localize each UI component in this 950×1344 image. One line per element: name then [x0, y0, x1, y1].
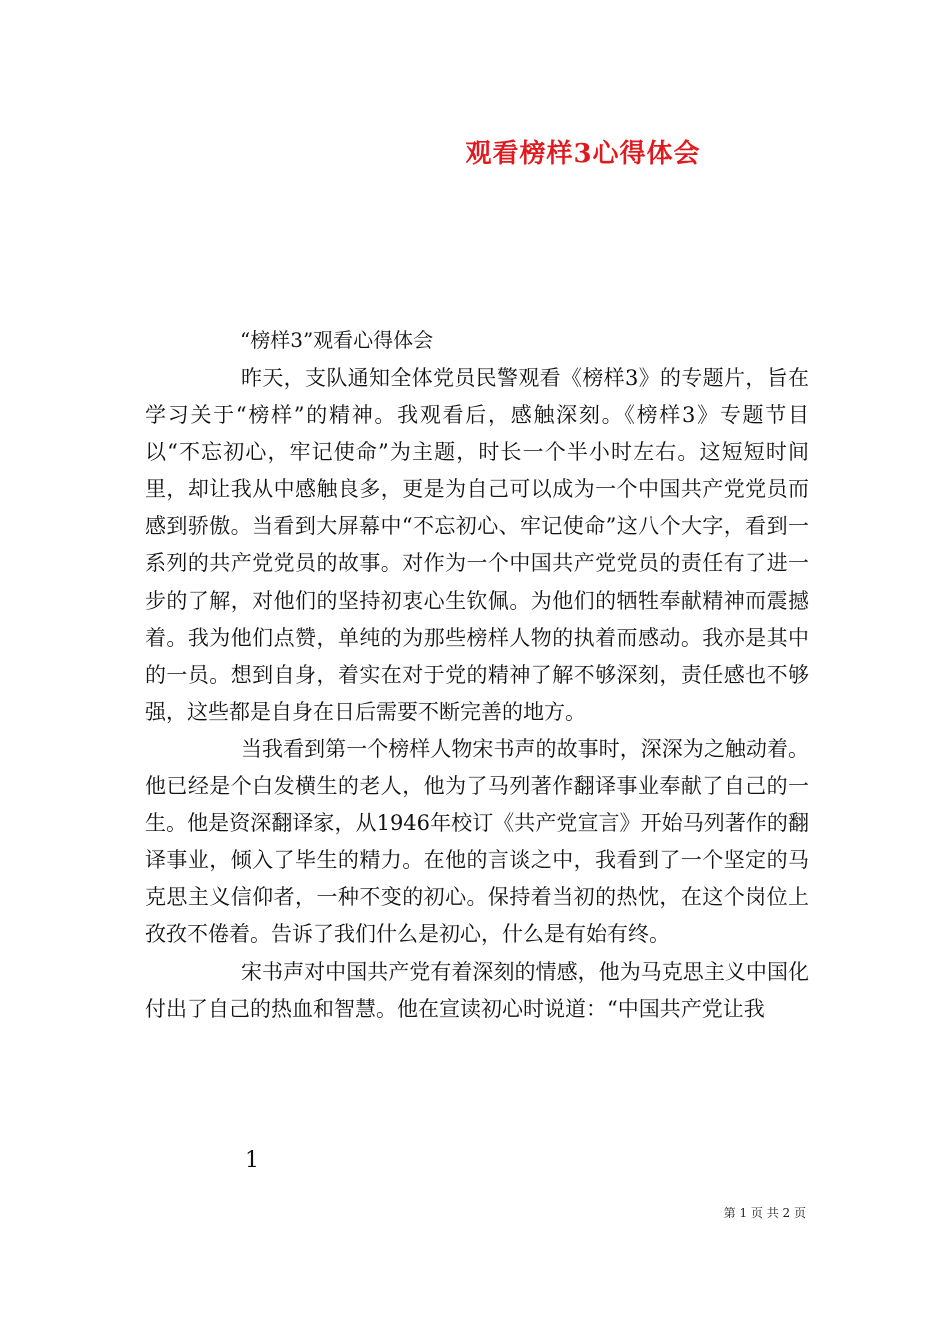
document-title: 观看榜样3心得体会	[465, 139, 701, 169]
document-subtitle: “榜样3”观看心得体会	[240, 328, 434, 352]
paragraph-3: 宋书声对中国共产党有着深刻的情感，他为马克思主义中国化付出了自己的热血和智慧。他在宣读初心时说道：“中国共产党让我	[145, 959, 809, 1021]
paragraph-2: 当我看到第一个榜样人物宋书声的故事时，深深为之触动着。他已经是个白发横生的老人，他为了马列著作翻译事业奉献了自己的一生。他是资深翻译家，从1946年校订《共产党宣言》开始马列著作的翻译事业，倾入了毕生的精力。在他的言谈之中，我看到了一个坚定的马克思主义信仰者，一种不变的初心。保持着当初的热忱，在这个岗位上孜孜不倦着。告诉了我们什么是初心，什么是有始有终。	[145, 736, 809, 947]
document-body	[145, 360, 809, 1028]
paragraph-1: 昨天，支队通知全体党员民警观看《榜样3》的专题片，旨在学习关于“榜样”的精神。我观看后，感触深刻。《榜样3》专题节目以“不忘初心，牢记使命”为主题，时长一个半小时左右。这短短时间里，却让我从中感触良多，更是为自己可以成为一个中国共产党党员而感到骄傲。当看到大屏幕中“不忘初心、牢记使命”这八个大字，看到一系列的共产党党员的故事。对作为一个中国共产党党员的责任有了进一步的了解，对他们的坚持初衷心生钦佩。为他们的牺牲奉献精神而震撼着。我为他们点赞，单纯的为那些榜样人物的执着而感动。我亦是其中的一员。想到自身，着实在对于党的精神了解不够深刻，责任感也不够强，这些都是自身在日后需要不断完善的地方。	[145, 366, 809, 724]
inline-page-number: 1	[245, 1148, 259, 1173]
page-footer: 第 1 页 共 2 页	[723, 1206, 806, 1220]
